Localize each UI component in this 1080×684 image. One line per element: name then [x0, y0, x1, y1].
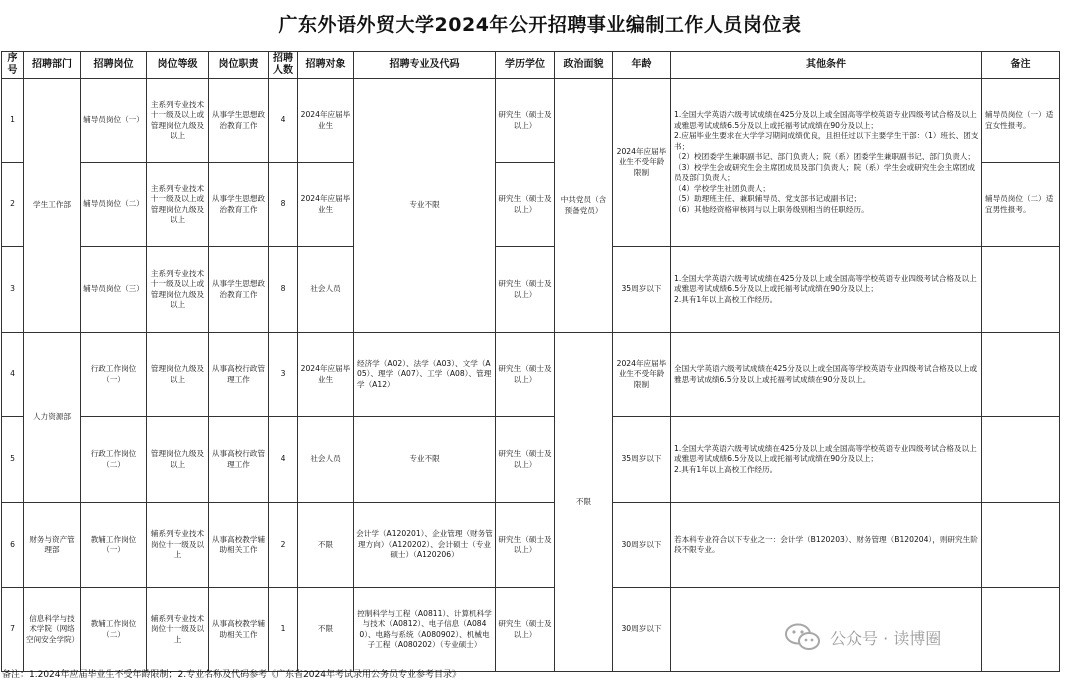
level-cell: 主系列专业技术十一级及以上或管理岗位九级及以上 [147, 79, 209, 163]
political-cell: 中共党员（含预备党员） [555, 79, 613, 333]
note-cell [982, 588, 1060, 672]
age-cell: 30周岁以下 [613, 588, 671, 672]
degree-cell: 研究生（硕士及以上） [496, 503, 555, 588]
degree-cell: 研究生（硕士及以上） [496, 588, 555, 672]
note-cell: 辅导员岗位（一）适宜女性报考。 [982, 79, 1060, 163]
duty-cell: 从事高校教学辅助相关工作 [209, 503, 269, 588]
degree-cell: 研究生（硕士及以上） [496, 79, 555, 163]
header-cell-note: 备注 [982, 52, 1060, 79]
count-cell: 8 [269, 163, 298, 247]
age-cell: 35周岁以下 [613, 417, 671, 503]
other-conditions-cell: 全国大学英语六级考试成绩在425分及以上或全国高等学校英语专业四级考试合格及以上或雅思考试成绩6.5分及以上或托福考试成绩在90分及以上。 [671, 333, 982, 417]
table-row [2, 417, 1060, 503]
other-conditions-cell: 若本科专业符合以下专业之一：会计学（B120203）、财务管理（B120204），则研究生阶段不限专业。 [671, 503, 982, 588]
major-cell: 控制科学与工程（A0811）、计算机科学与技术（A0812）、电子信息（A0840）、电路与系统（A080902）、机械电子工程（A080202）（专业硕士） [354, 588, 496, 672]
header-cell-other: 其他条件 [671, 52, 982, 79]
note-cell [982, 247, 1060, 333]
page-title: 广东外语外贸大学2024年公开招聘事业编制工作人员岗位表 [278, 14, 802, 36]
header-cell-duty: 岗位职责 [209, 52, 269, 79]
target-cell: 2024年应届毕业生 [298, 163, 354, 247]
wechat-icon [784, 622, 822, 652]
header-cell-major: 招聘专业及代码 [354, 52, 496, 79]
duty-cell: 从事高校行政管理工作 [209, 333, 269, 417]
post-cell: 辅导员岗位（二） [81, 163, 147, 247]
table-row [2, 333, 1060, 417]
row-no: 2 [2, 163, 24, 247]
duty-cell: 从事学生思想政治教育工作 [209, 79, 269, 163]
age-cell: 30周岁以下 [613, 503, 671, 588]
row-no: 4 [2, 333, 24, 417]
table-header-row [2, 52, 1060, 79]
count-cell: 1 [269, 588, 298, 672]
watermark [784, 620, 941, 654]
major-cell: 专业不限 [354, 79, 496, 333]
major-cell: 会计学（A120201）、企业管理（财务管理方向）（A120202）、会计硕士（专业硕士）（A120206） [354, 503, 496, 588]
note-cell [982, 333, 1060, 417]
post-cell: 行政工作岗位（一） [81, 333, 147, 417]
political-cell: 不限 [555, 333, 613, 672]
note-cell: 辅导员岗位（二）适宜男性报考。 [982, 163, 1060, 247]
header-cell-political: 政治面貌 [555, 52, 613, 79]
degree-cell: 研究生（硕士及以上） [496, 247, 555, 333]
post-cell: 教辅工作岗位（一） [81, 503, 147, 588]
age-cell: 35周岁以下 [613, 247, 671, 333]
row-no: 7 [2, 588, 24, 672]
degree-cell: 研究生（硕士及以上） [496, 417, 555, 503]
header-cell-dept: 招聘部门 [24, 52, 81, 79]
level-cell: 辅系列专业技术岗位十一级及以上 [147, 503, 209, 588]
post-cell: 教辅工作岗位（二） [81, 588, 147, 672]
header-cell-level: 岗位等级 [147, 52, 209, 79]
level-cell: 辅系列专业技术岗位十一级及以上 [147, 588, 209, 672]
age-cell: 2024年应届毕业生不受年龄限制 [613, 333, 671, 417]
dept-cell: 财务与资产管理部 [24, 503, 81, 588]
level-cell: 管理岗位九级及以上 [147, 417, 209, 503]
target-cell: 社会人员 [298, 247, 354, 333]
table-row [2, 79, 1060, 163]
level-cell: 主系列专业技术十一级及以上或管理岗位九级及以上 [147, 247, 209, 333]
other-conditions-cell: 1.全国大学英语六级考试成绩在425分及以上或全国高等学校英语专业四级考试合格及以上或雅思考试成绩6.5分及以上或托福考试成绩在90分及以上； 2.具有1年以上高校工作经历。 [671, 247, 982, 333]
other-conditions-cell: 1.全国大学英语六级考试成绩在425分及以上或全国高等学校英语专业四级考试合格及以上或雅思考试成绩6.5分及以上或托福考试成绩在90分及以上； 2.具有1年以上高校工作经历。 [671, 417, 982, 503]
header-cell-degree: 学历学位 [496, 52, 555, 79]
count-cell: 3 [269, 333, 298, 417]
target-cell: 2024年应届毕业生 [298, 333, 354, 417]
note-cell [982, 503, 1060, 588]
major-cell: 专业不限 [354, 417, 496, 503]
dept-cell: 学生工作部 [24, 79, 81, 333]
dept-cell: 人力资源部 [24, 333, 81, 503]
target-cell: 不限 [298, 588, 354, 672]
duty-cell: 从事高校行政管理工作 [209, 417, 269, 503]
other-conditions-cell: 1.全国大学英语六级考试成绩在425分及以上或全国高等学校英语专业四级考试合格及以上或雅思考试成绩6.5分及以上或托福考试成绩在90分及以上； 2.应届毕业生要求在大学学习期间成绩优良，且担任过以下主要学生干部：（1）班长、团支书； （2）校团委学生兼职副书记、部门负责人；院（系）团委学生兼职副书记、部门负责人； （3）校学生会或研究生会主席团成员及部门负责人；院（系）学生会或研究生会主席团成员及部门负责人； （4）学校学生社团负责人； （5）助理班主任、兼职辅导员、党支部书记或副书记； （6）其他经资格审核同与以上职务级别相当的任职经历。 [671, 79, 982, 247]
watermark-text: 公众号 · 读博圈 [830, 628, 942, 648]
degree-cell: 研究生（硕士及以上） [496, 163, 555, 247]
count-cell: 4 [269, 417, 298, 503]
post-cell: 辅导员岗位（一） [81, 79, 147, 163]
level-cell: 管理岗位九级及以上 [147, 333, 209, 417]
header-cell-post: 招聘岗位 [81, 52, 147, 79]
table-row [2, 247, 1060, 333]
post-cell: 行政工作岗位（二） [81, 417, 147, 503]
recruitment-table [1, 51, 1060, 672]
header-cell-no: 序号 [2, 52, 24, 79]
level-cell: 主系列专业技术十一级及以上或管理岗位九级及以上 [147, 163, 209, 247]
duty-cell: 从事高校教学辅助相关工作 [209, 588, 269, 672]
row-no: 6 [2, 503, 24, 588]
post-cell: 辅导员岗位（三） [81, 247, 147, 333]
count-cell: 4 [269, 79, 298, 163]
dept-cell: 信息科学与技术学院（网络空间安全学院） [24, 588, 81, 672]
header-cell-age: 年龄 [613, 52, 671, 79]
row-no: 3 [2, 247, 24, 333]
target-cell: 不限 [298, 503, 354, 588]
duty-cell: 从事学生思想政治教育工作 [209, 163, 269, 247]
row-no: 5 [2, 417, 24, 503]
age-cell: 2024年应届毕业生不受年龄限制 [613, 79, 671, 247]
major-cell: 经济学（A02）、法学（A03）、文学（A05）、理学（A07）、工学（A08）、管理学（A12） [354, 333, 496, 417]
note-cell [982, 417, 1060, 503]
degree-cell: 研究生（硕士及以上） [496, 333, 555, 417]
header-cell-count: 招聘人数 [269, 52, 298, 79]
footnote: 备注：1.2024年应届毕业生不受年龄限制；2.专业名称及代码参考《广东省2024年考试录用公务员专业参考目录》 [2, 670, 461, 680]
row-no: 1 [2, 79, 24, 163]
header-cell-target: 招聘对象 [298, 52, 354, 79]
target-cell: 社会人员 [298, 417, 354, 503]
count-cell: 2 [269, 503, 298, 588]
target-cell: 2024年应届毕业生 [298, 79, 354, 163]
table-row [2, 503, 1060, 588]
duty-cell: 从事学生思想政治教育工作 [209, 247, 269, 333]
count-cell: 8 [269, 247, 298, 333]
